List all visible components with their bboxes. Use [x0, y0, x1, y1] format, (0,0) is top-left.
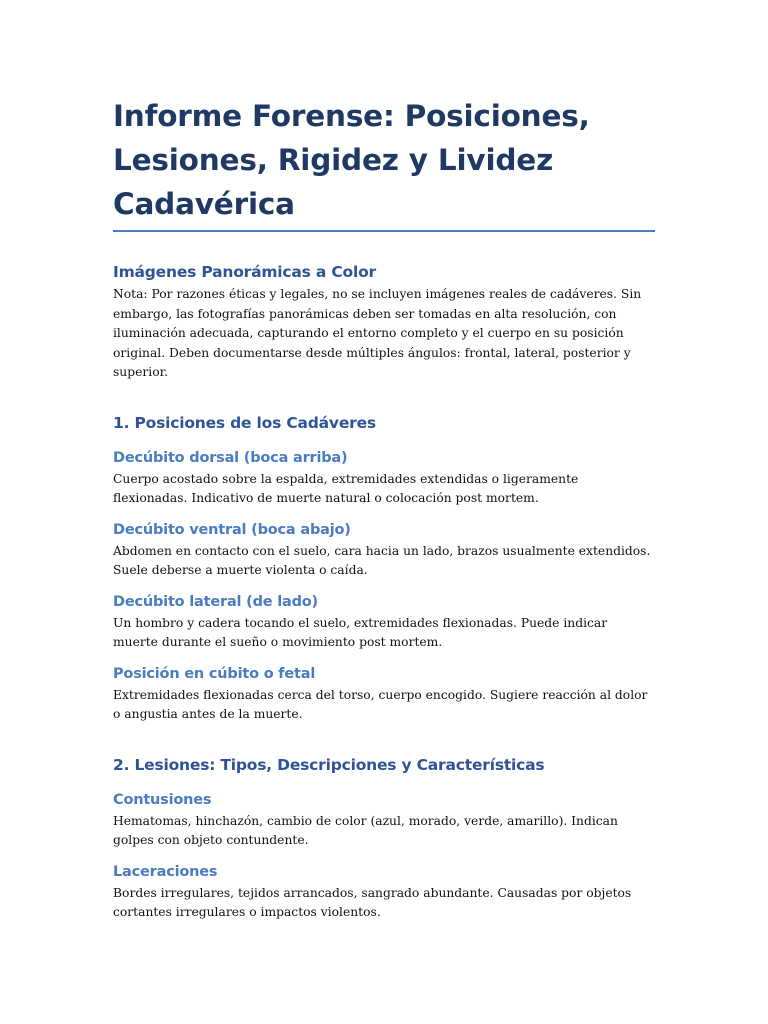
title-underline	[113, 230, 655, 232]
position-lateral-heading: Decúbito lateral (de lado)	[113, 593, 318, 610]
position-fetal-text: Extremidades flexionadas cerca del torso, cuerpo encogido. Sugiere reacción al dolor o angustia antes de la muerte.	[113, 687, 648, 721]
position-ventral-heading: Decúbito ventral (boca abajo)	[113, 521, 351, 538]
injury-lacerations-text: Bordes irregulares, tejidos arrancados, sangrado abundante. Causadas por objetos cortantes irregulares o impactos violentos.	[113, 885, 632, 919]
document-title: Informe Forense: Posiciones, Lesiones, Rigidez y Lividez Cadavérica	[113, 99, 590, 221]
injury-contusions-text: Hematomas, hinchazón, cambio de color (azul, morado, verde, amarillo). Indican golpes con objeto contundente.	[113, 813, 618, 847]
section-2-heading: 2. Lesiones: Tipos, Descripciones y Características	[113, 755, 545, 774]
intro-text: Nota: Por razones éticas y legales, no se incluyen imágenes reales de cadáveres. Sin embargo, las fotografías panorámicas deben ser tomadas en alta resolución, con iluminación adecuada, capturando el entorno completo y el cuerpo en su posición original. Deben documentarse desde múltiples ángulos: frontal, lateral, posterior y superior.	[113, 287, 642, 379]
injury-contusions-heading: Contusiones	[113, 791, 212, 808]
position-dorsal-text: Cuerpo acostado sobre la espalda, extremidades extendidas o ligeramente flexionadas. Indicativo de muerte natural o colocación post mortem.	[113, 471, 579, 505]
position-dorsal-heading: Decúbito dorsal (boca arriba)	[113, 449, 348, 466]
position-lateral-text: Un hombro y cadera tocando el suelo, extremidades flexionadas. Puede indicar muerte durante el sueño o movimiento post mortem.	[113, 615, 608, 649]
document-content	[113, 94, 655, 923]
position-ventral-text: Abdomen en contacto con el suelo, cara hacia un lado, brazos usualmente extendidos. Suele deberse a muerte violenta o caída.	[113, 543, 651, 577]
intro-heading: Imágenes Panorámicas a Color	[113, 263, 376, 281]
position-fetal-heading: Posición en cúbito o fetal	[113, 665, 316, 682]
section-1-heading: 1. Posiciones de los Cadáveres	[113, 413, 376, 432]
injury-lacerations-heading: Laceraciones	[113, 863, 218, 880]
